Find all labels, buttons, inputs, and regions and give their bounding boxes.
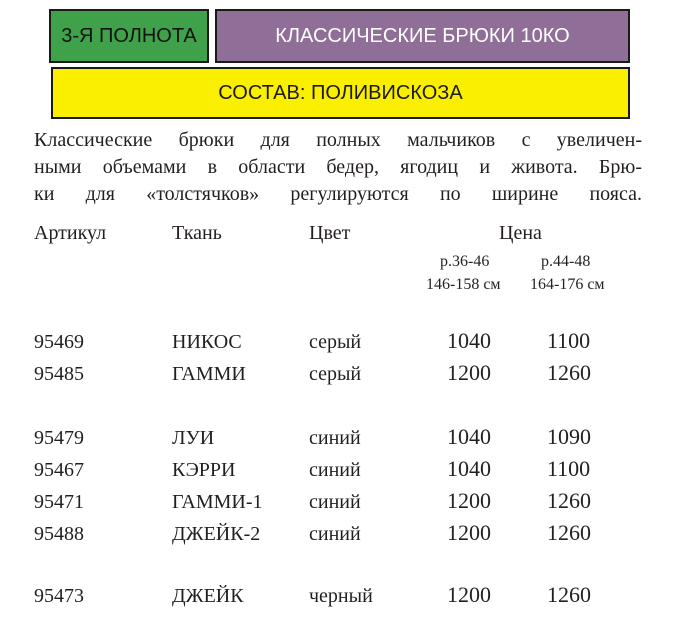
article-cell: 95471 <box>34 491 84 513</box>
price-cell: 1200 <box>447 360 491 385</box>
composition-banner <box>51 67 630 119</box>
price-cell: 1040 <box>447 456 491 481</box>
fullness-label: 3-Я ПОЛНОТА <box>61 24 197 47</box>
article-cell: 95467 <box>34 459 84 481</box>
fabric-cell: ДЖЕЙК <box>172 585 244 607</box>
fabric-cell: ГАММИ <box>172 363 246 385</box>
price-cell: 1200 <box>447 488 491 513</box>
price-cell: 1100 <box>547 328 591 353</box>
price-col-1-height: 146-158 см <box>426 276 501 293</box>
header-fabric: Ткань <box>172 222 222 244</box>
article-cell: 95485 <box>34 363 84 385</box>
fabric-cell: ГАММИ-1 <box>172 491 263 513</box>
product-description <box>34 127 642 208</box>
article-cell: 95469 <box>34 331 84 353</box>
header-price: Цена <box>499 222 542 244</box>
composition-label: СОСТАВ: ПОЛИВИСКОЗА <box>218 81 463 104</box>
color-cell: синий <box>309 459 361 481</box>
price-cell: 1090 <box>547 424 591 449</box>
price-cell: 1040 <box>447 328 491 353</box>
fabric-cell: ДЖЕЙК-2 <box>172 523 261 545</box>
price-cell: 1200 <box>447 582 491 607</box>
product-title: КЛАССИЧЕСКИЕ БРЮКИ 10КО <box>275 24 570 47</box>
description-line: ки для «толстячков» регулируются по ширине пояса. <box>34 183 642 205</box>
header-color: Цвет <box>309 222 351 244</box>
article-cell: 95479 <box>34 427 84 449</box>
product-title-banner <box>215 9 630 63</box>
header-article: Артикул <box>34 222 107 244</box>
price-cell: 1260 <box>547 488 591 513</box>
color-cell: черный <box>309 585 373 607</box>
description-line: Классические брюки для полных мальчиков с увеличен- <box>34 129 642 151</box>
color-cell: синий <box>309 491 361 513</box>
price-cell: 1200 <box>447 520 491 545</box>
description-line: ными объемами в области бедер, ягодиц и живота. Брю- <box>34 156 642 178</box>
color-cell: синий <box>309 427 361 449</box>
price-cell: 1260 <box>547 582 591 607</box>
fabric-cell: НИКОС <box>172 331 242 353</box>
color-cell: серый <box>309 363 362 385</box>
price-cell: 1260 <box>547 520 591 545</box>
color-cell: серый <box>309 331 362 353</box>
price-cell: 1040 <box>447 424 491 449</box>
article-cell: 95488 <box>34 523 84 545</box>
fullness-banner <box>49 9 209 63</box>
price-col-2-size: р.44-48 <box>541 253 591 270</box>
price-col-1-size: р.36-46 <box>440 253 490 270</box>
color-cell: синий <box>309 523 361 545</box>
fabric-cell: КЭРРИ <box>172 459 236 481</box>
price-col-2-height: 164-176 см <box>530 276 605 293</box>
price-cell: 1100 <box>547 456 591 481</box>
article-cell: 95473 <box>34 585 84 607</box>
price-cell: 1260 <box>547 360 591 385</box>
fabric-cell: ЛУИ <box>172 427 215 449</box>
